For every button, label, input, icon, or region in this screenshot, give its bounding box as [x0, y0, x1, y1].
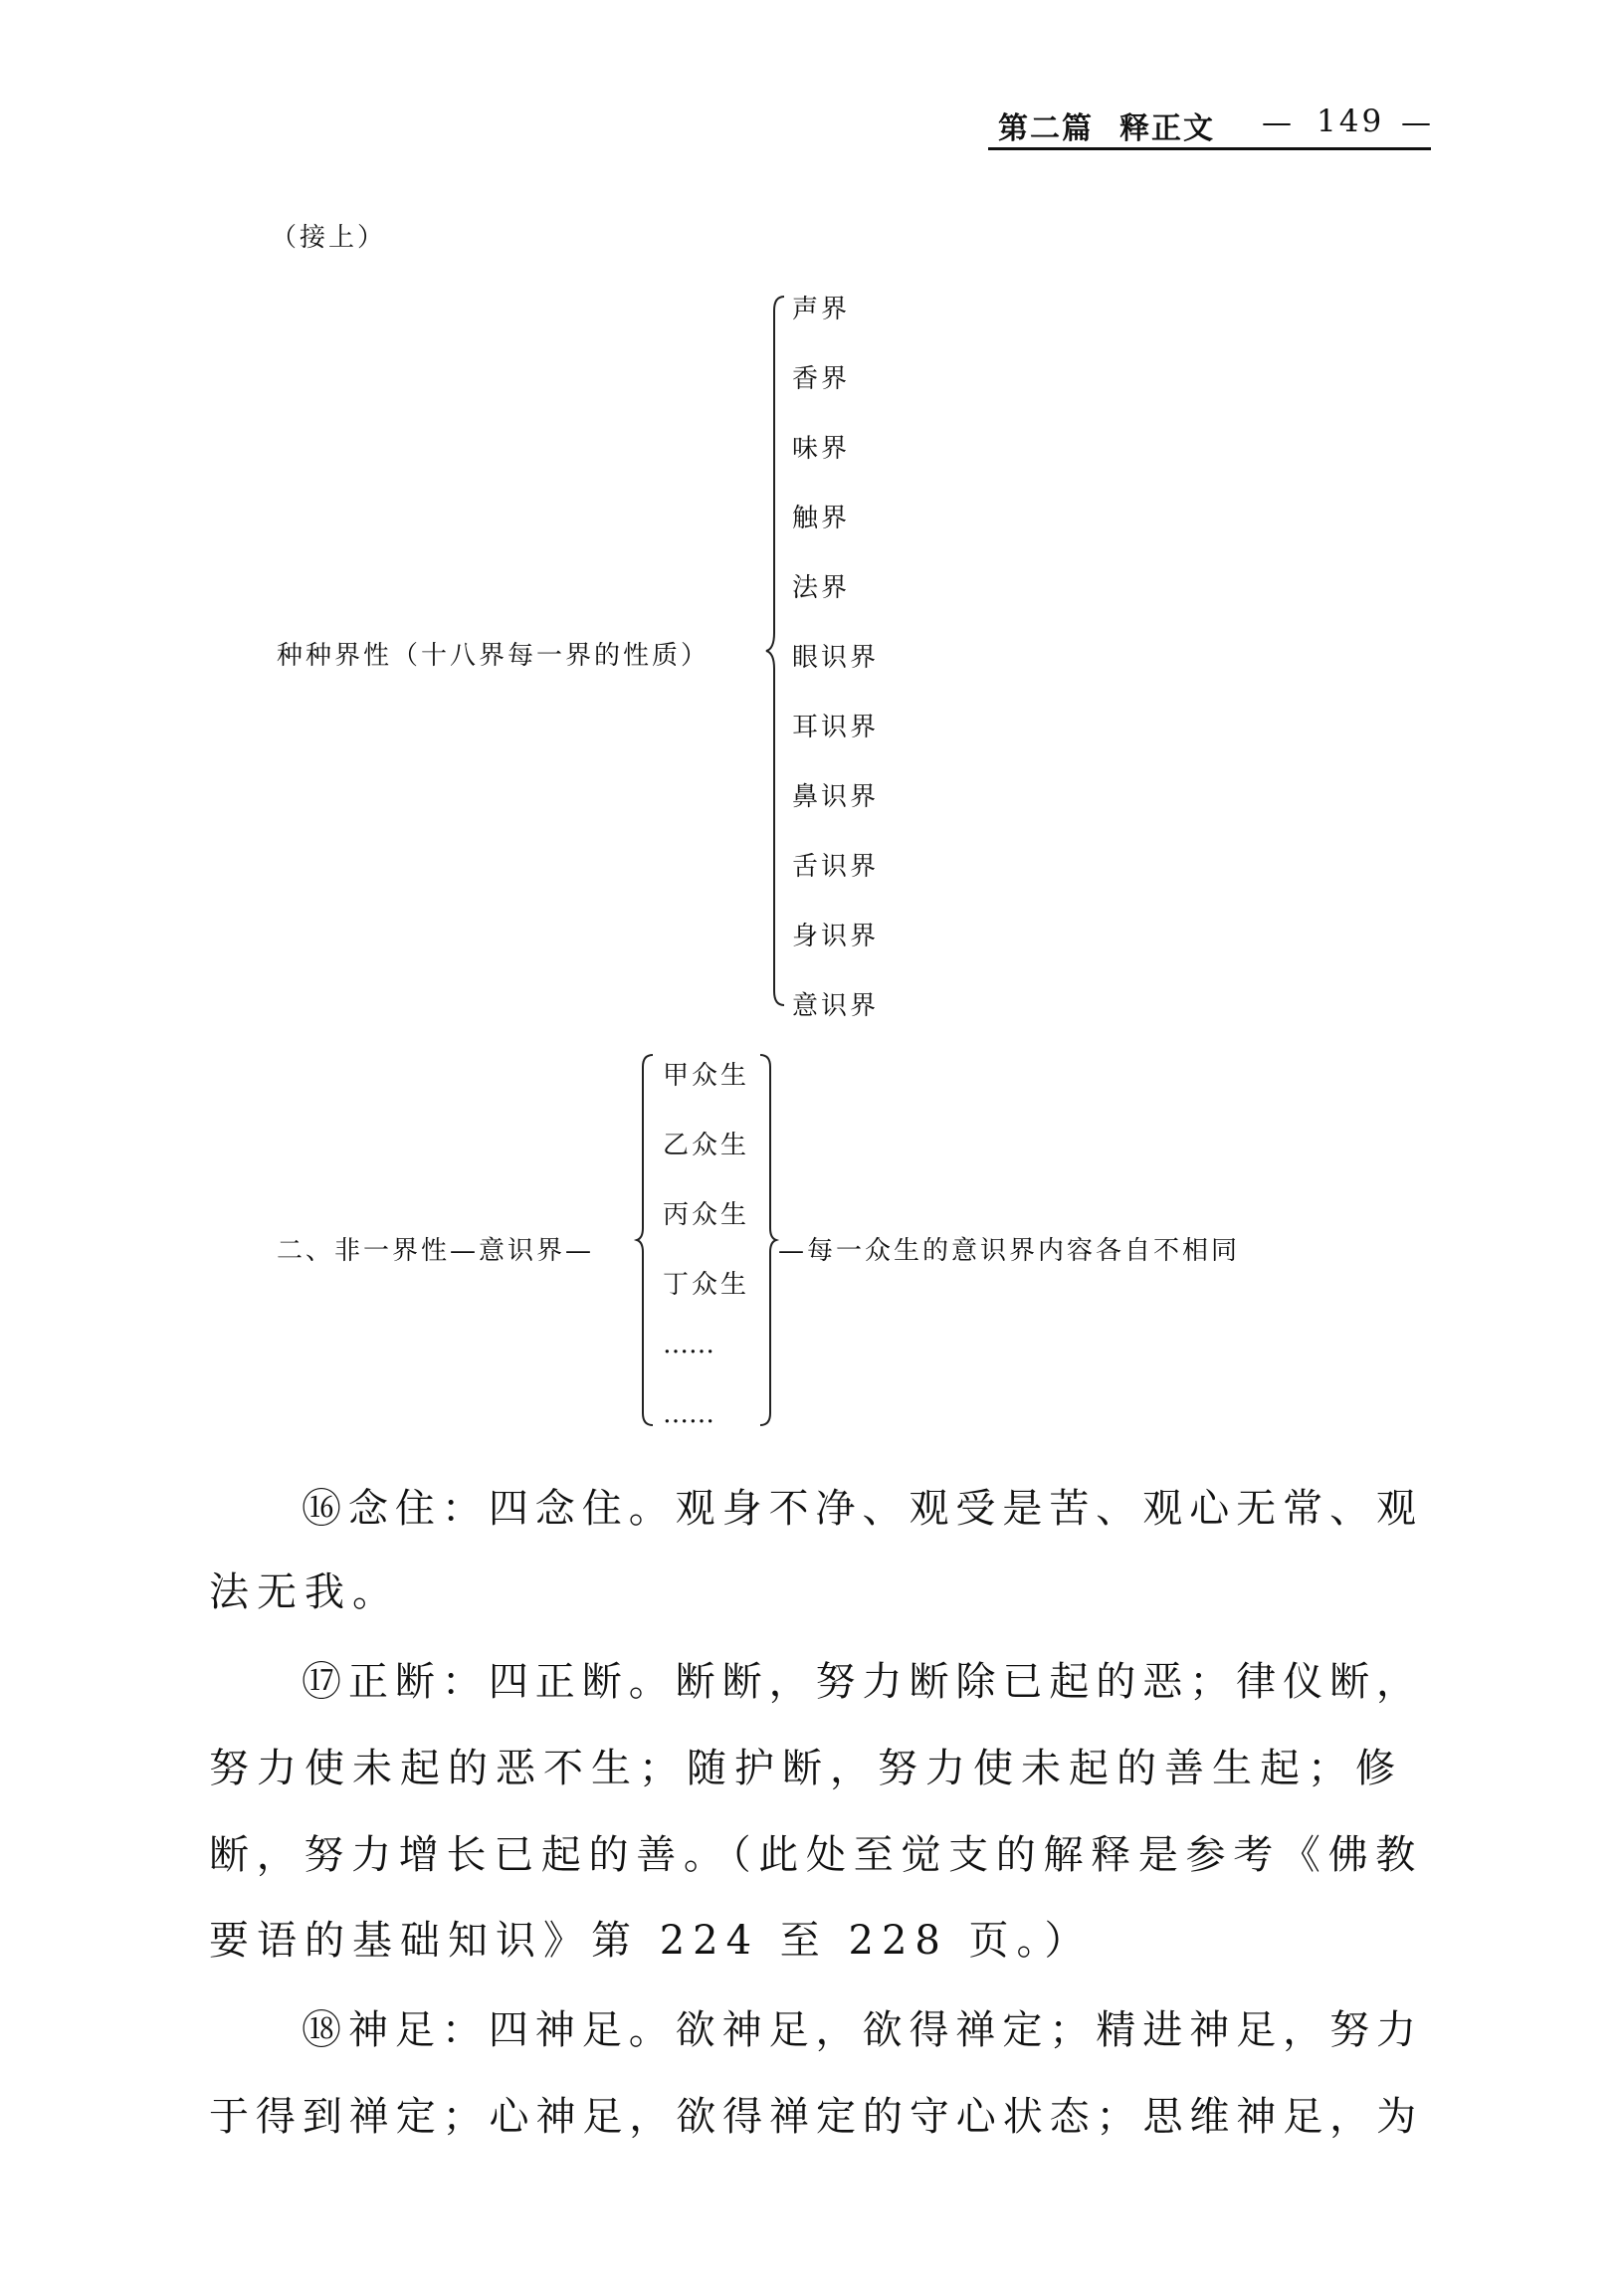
diagram2-item: 甲众生	[663, 1061, 750, 1091]
diagram1-item: 眼识界	[792, 643, 880, 673]
header-rule	[988, 147, 1431, 150]
diagram2-right-brace	[756, 1053, 778, 1427]
header-dash-left: —	[1262, 105, 1292, 140]
diagram1-item: 触界	[792, 504, 851, 533]
diagram1-root-label: 种种界性（十八界每一界的性质）	[277, 641, 710, 671]
diagram1-item: 鼻识界	[792, 782, 880, 812]
diagram2-item: 乙众生	[663, 1131, 750, 1160]
paragraph-line: 要语的基础知识》第 224 至 228 页。）	[209, 1918, 1093, 1964]
diagram1-item: 身识界	[792, 922, 880, 951]
diagram1-left-brace	[764, 295, 788, 1007]
paragraph-line: 法无我。	[209, 1569, 400, 1615]
diagram2-item: 丙众生	[663, 1200, 750, 1230]
paragraph-line: 于得到禅定；心神足，欲得禅定的守心状态；思维神足，为	[209, 2094, 1423, 2140]
paragraph-line: 努力使未起的恶不生；随护断，努力使未起的善生起；修	[209, 1746, 1403, 1791]
diagram2-root-label: 二、非一界性—意识界—	[277, 1236, 595, 1266]
header-page-number: 149	[1317, 104, 1385, 139]
diagram2-item: ……	[663, 1330, 714, 1359]
header-section: 第二篇	[998, 111, 1094, 146]
paragraph-line: ⑱神足：四神足。欲神足，欲得禅定；精进神足，努力	[302, 2007, 1423, 2053]
diagram1-item: 味界	[792, 434, 851, 464]
diagram2-left-brace	[635, 1053, 657, 1427]
diagram1-item: 法界	[792, 573, 851, 603]
paragraph-line: ⑯念住：四念住。观身不净、观受是苦、观心无常、观	[302, 1486, 1423, 1532]
diagram1-item: 耳识界	[792, 713, 880, 742]
diagram1-item: 香界	[792, 364, 851, 394]
diagram1-item: 声界	[792, 295, 851, 324]
diagram2-item: ……	[663, 1399, 714, 1429]
paragraph-line: ⑰正断：四正断。断断，努力断除已起的恶；律仪断，	[302, 1659, 1423, 1705]
continued-label: （接上）	[271, 223, 387, 253]
header-dash-right: —	[1401, 105, 1431, 140]
header-title: 释正文	[1119, 111, 1215, 146]
diagram1-item: 舌识界	[792, 852, 880, 882]
paragraph-line: 断，努力增长已起的善。（此处至觉支的解释是参考《佛教	[209, 1832, 1423, 1878]
diagram2-conclusion: —每一众生的意识界内容各自不相同	[778, 1236, 1241, 1266]
diagram2-item: 丁众生	[663, 1270, 750, 1300]
diagram1-item: 意识界	[792, 991, 880, 1021]
